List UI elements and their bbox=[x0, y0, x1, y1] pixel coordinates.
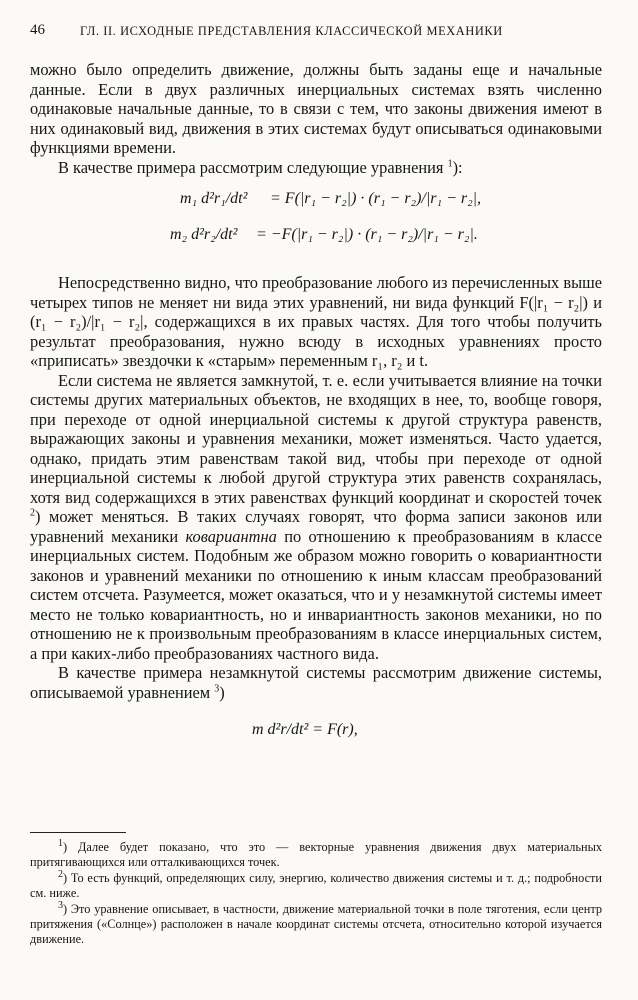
paragraph-4 bbox=[30, 371, 602, 664]
footnote-rule bbox=[30, 832, 126, 833]
main-text bbox=[30, 60, 602, 754]
footnote-2-mark: 2 bbox=[58, 868, 63, 880]
equation-1-rhs: = F(|r₁ − r₂|) · (r₁ − r₂)/|r₁ − r₂|, bbox=[270, 190, 482, 207]
running-title: ГЛ. II. ИСХОДНЫЕ ПРЕДСТАВЛЕНИЯ КЛАССИЧЕСКОЙ МЕХАНИКИ bbox=[80, 24, 503, 38]
paragraph-5-end: ) bbox=[219, 682, 225, 702]
paragraph-4-part-b: ) может меняться. В таких случаях говорят, что форма записи законов или уравнений механики bbox=[30, 507, 602, 546]
paragraph-2-end: ): bbox=[452, 157, 463, 177]
footnote-ref-1: 1 bbox=[447, 158, 453, 170]
page-number: 46 bbox=[30, 22, 45, 38]
paragraph-5-text: В качестве примера незамкнутой системы рассмотрим движение системы, описываемой уравнением bbox=[30, 663, 602, 702]
footnote-3 bbox=[30, 899, 602, 948]
equation-3-text: m d²r/dt² = F(r), bbox=[252, 721, 358, 738]
equation-2 bbox=[30, 221, 602, 261]
equation-1 bbox=[30, 181, 602, 221]
paragraph-4-part-a: Если система не является замкнутой, т. е. если учитывается влияние на точки системы других материальных объектов, не входящих в нее, то, вообще говоря, при переходе от одной инерциальной системы к другой структура равенств, выражающих законы и уравнения механики, может изменяться. Часто удается, однако, придать этим равенствам такой вид, чтобы при переходе от одной инерциальной системы к любой другой структура этих равенств сохранялась, хотя вид содержащихся в этих равенствах функций координат и скоростей точек bbox=[30, 370, 602, 507]
footnote-ref-3: 3 bbox=[214, 683, 220, 695]
paragraph-1: можно было определить движение, должны быть заданы еще и начальные данные. Если в двух различных инерциальных системах взять численно одинаковые начальные данные, то в связи с тем, что законы движения имеют в них одинаковый вид, движения в этих системах будут описываться одинаковыми функциями времени. bbox=[30, 60, 602, 157]
paragraph-4-part-c: по отношению к преобразованиям в классе инерциальных систем. Подобным же образом можно говорить о ковариантности законов и уравнений механики по отношению к иным классам преобразований систем отсчета. Разумеется, может оказаться, что и у незамкнутой системы имеет место не только ковариантность, но и инвариантность законов механики, но по отношению не к произвольным преобразованиям в классе инерциальных систем, а при каких-либо преобразованиях частного вида. bbox=[30, 526, 603, 663]
footnote-3-text: ) Это уравнение описывает, в частности, движение материальной точки в поле тяготения, если центр притяжения («Солнце») расположен в начале координат системы отсчета, относительно которой изучается движение. bbox=[30, 901, 602, 947]
footnote-1-mark: 1 bbox=[58, 837, 63, 849]
equation-1-lhs: m₁ d²r₁/dt² bbox=[180, 190, 248, 207]
footnote-3-mark: 3 bbox=[58, 899, 63, 911]
footnotes bbox=[30, 837, 602, 948]
equation-2-lhs: m₂ d²r₂/dt² bbox=[170, 226, 238, 243]
paragraph-5 bbox=[30, 663, 602, 702]
footnote-2-text: ) То есть функций, определяющих силу, энергию, количество движения системы и т. д.; подробности см. ниже. bbox=[30, 870, 602, 901]
footnote-1 bbox=[30, 837, 602, 871]
equation-2-rhs: = −F(|r₁ − r₂|) · (r₁ − r₂)/|r₁ − r₂|. bbox=[256, 226, 478, 243]
term-covariant: ковариантна bbox=[185, 526, 277, 546]
paragraph-3: Непосредственно видно, что преобразование любого из перечисленных выше четырех типов не меняет ни вида этих уравнений, ни вида функций F(|r₁ − r₂|) и (r₁ − r₂)/|r₁ − r₂|, содержащихся в их правых частях. Для того чтобы получить результат преобразования, нужно всюду в исходных уравнениях просто «приписать» звездочки к «старым» переменным r₁, r₂ и t. bbox=[30, 273, 602, 370]
footnote-2 bbox=[30, 868, 602, 902]
paragraph-2 bbox=[30, 158, 602, 178]
footnote-1-text: ) Далее будет показано, что это — векторные уравнения движения двух материальных притягивающихся или отталкивающихся точек. bbox=[30, 840, 602, 870]
footnote-ref-2: 2 bbox=[30, 507, 35, 519]
paragraph-2-text: В качестве примера рассмотрим следующие уравнения bbox=[58, 157, 444, 177]
equation-3 bbox=[30, 710, 602, 754]
